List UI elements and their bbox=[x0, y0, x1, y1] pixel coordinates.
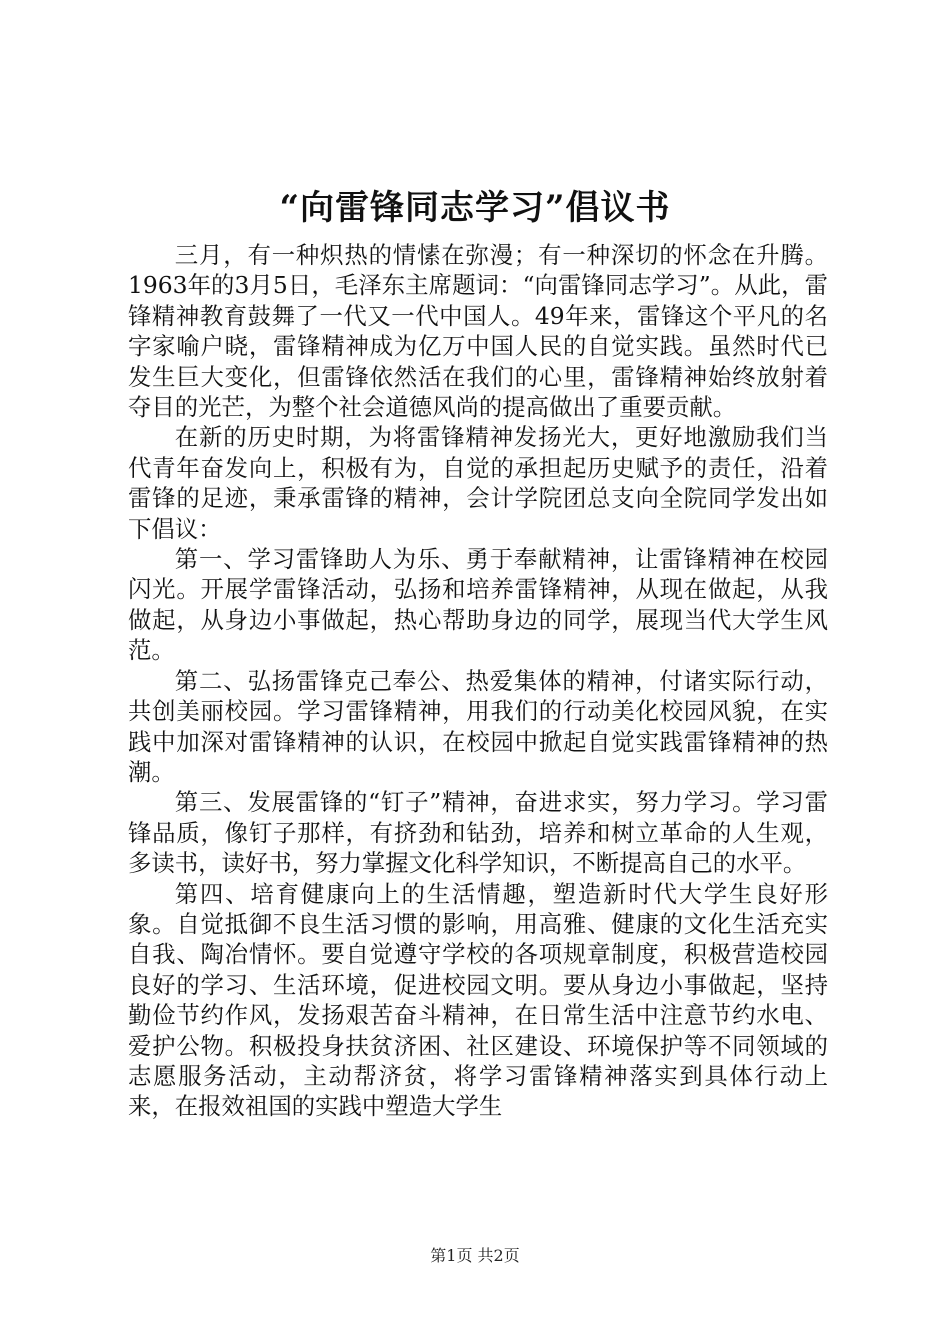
page-footer bbox=[0, 1244, 950, 1268]
paragraph-point-1: 第一、学习雷锋助人为乐、勇于奉献精神，让雷锋精神在校园闪光。开展学雷锋活动，弘扬和培养雷锋精神，从现在做起，从我做起，从身边小事做起，热心帮助身边的同学，展现当代大学生风范。 bbox=[128, 545, 828, 665]
paragraph-intro: 三月，有一种炽热的情愫在弥漫；有一种深切的怀念在升腾。1963年的3月5日，毛泽东主席题词：“向雷锋同志学习”。从此，雷锋精神教育鼓舞了一代又一代中国人。49年来，雷锋这个平凡的名字家喻户晓，雷锋精神成为亿万中国人民的自觉实践。虽然时代已发生巨大变化，但雷锋依然活在我们的心里，雷锋精神始终放射着夺目的光芒，为整个社会道德风尚的提高做出了重要贡献。 bbox=[128, 241, 828, 422]
paragraph-point-4: 第四、培育健康向上的生活情趣，塑造新时代大学生良好形象。自觉抵御不良生活习惯的影响，用高雅、健康的文化生活充实自我、陶冶情怀。要自觉遵守学校的各项规章制度，积极营造校园良好的学习、生活环境，促进校园文明。要从身边小事做起，坚持勤俭节约作风，发扬艰苦奋斗精神，在日常生活中注意节约水电、爱护公物。积极投身扶贫济困、社区建设、环境保护等不同领域的志愿服务活动，主动帮济贫，将学习雷锋精神落实到具体行动上来，在报效祖国的实践中塑造大学生 bbox=[128, 879, 828, 1121]
document-title: “向雷锋同志学习”倡议书 bbox=[279, 188, 671, 228]
paragraph-point-2: 第二、弘扬雷锋克己奉公、热爱集体的精神，付诸实际行动，共创美丽校园。学习雷锋精神，用我们的行动美化校园风貌，在实践中加深对雷锋精神的认识，在校园中掀起自觉实践雷锋精神的热潮。 bbox=[128, 666, 828, 786]
document-body bbox=[128, 240, 828, 1122]
paragraph-proposal: 在新的历史时期，为将雷锋精神发扬光大，更好地激励我们当代青年奋发向上，积极有为，自觉的承担起历史赋予的责任，沿着雷锋的足迹，秉承雷锋的精神，会计学院团总支向全院同学发出如下倡议： bbox=[128, 423, 828, 543]
page-number-label: 第1页 共2页 bbox=[430, 1246, 520, 1265]
paragraph-point-3: 第三、发展雷锋的“钉子”精神，奋进求实，努力学习。学习雷锋品质，像钉子那样，有挤劲和钻劲，培养和树立革命的人生观，多读书，读好书，努力掌握文化科学知识，不断提高自己的水平。 bbox=[128, 788, 828, 878]
